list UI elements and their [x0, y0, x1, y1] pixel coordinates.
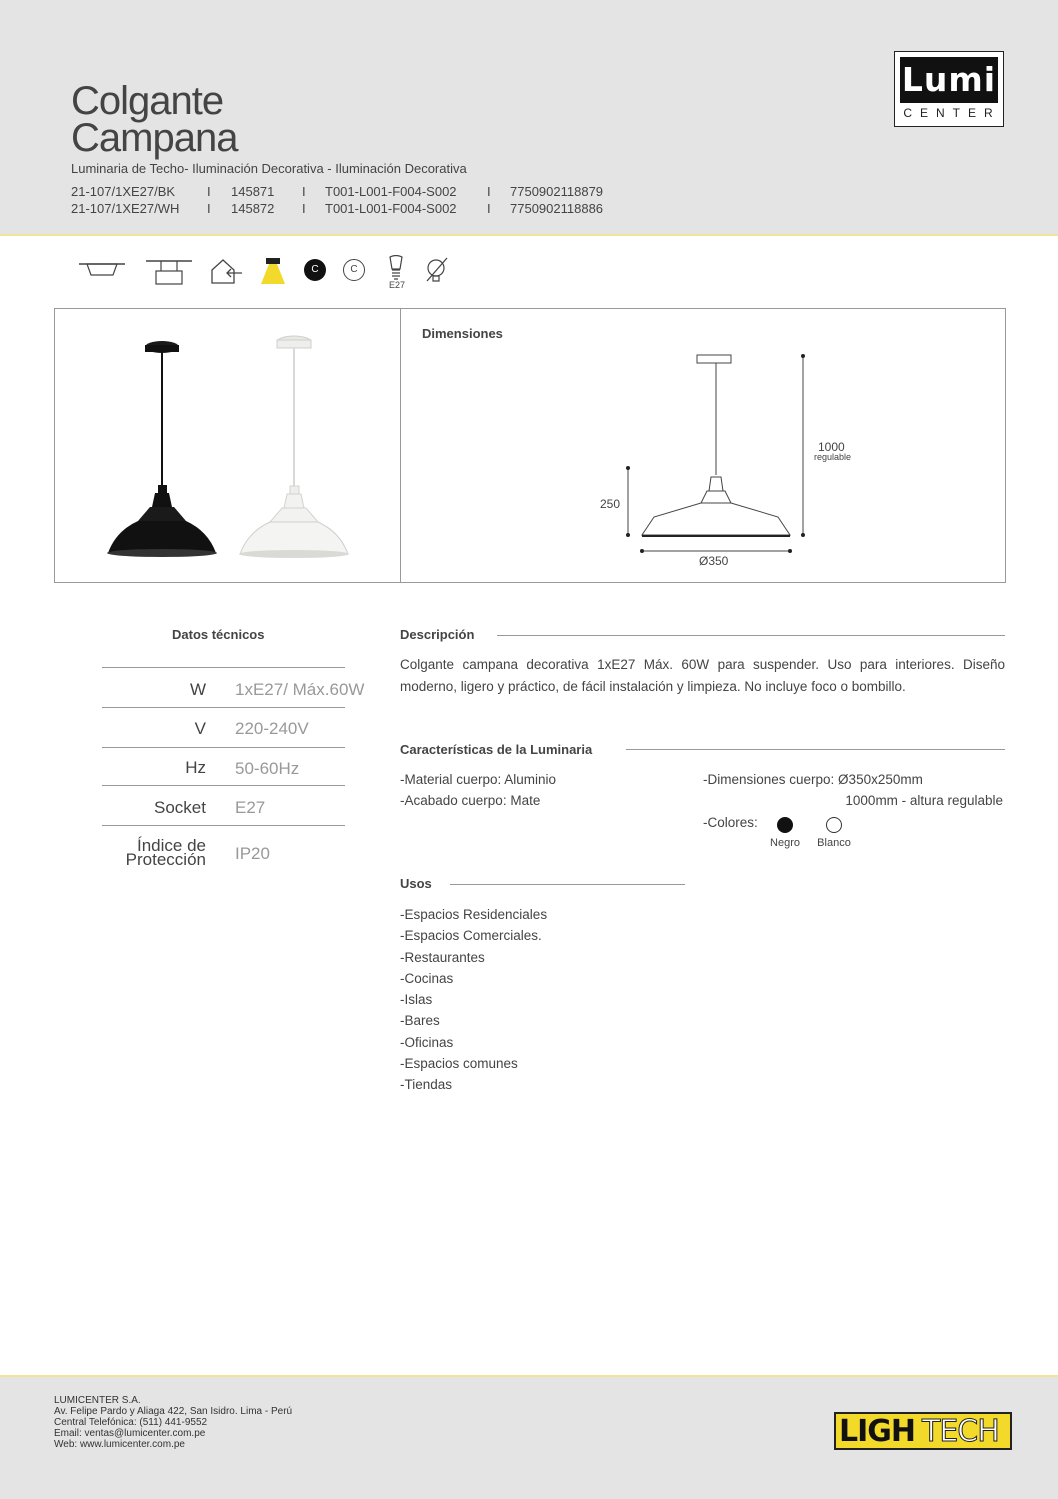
bulb-label: E27: [388, 280, 405, 290]
dim-height-label: 1000: [818, 440, 845, 454]
uses-list: [400, 904, 547, 1096]
white-lamp-image: [232, 330, 357, 565]
tech-label-v: V: [194, 719, 206, 738]
tech-value-hz: 50-60Hz: [235, 759, 300, 778]
list-item: -Bares: [400, 1013, 440, 1029]
lightech-logo: [834, 1412, 1012, 1450]
tech-label-hz: Hz: [185, 758, 206, 777]
tech-label-w: W: [189, 680, 206, 699]
tech-label-ip-line1: Índice de: [137, 836, 206, 855]
ref-code: T001-L001-F004-S002: [325, 184, 457, 199]
separator: I: [487, 184, 491, 199]
dimensions-title: Dimensiones: [422, 326, 503, 341]
box-divider: [400, 308, 401, 583]
char-finish: -Acabado cuerpo: Mate: [400, 793, 541, 808]
description-line1: Colgante campana decorativa 1xE27 Máx. 60W para suspender. Uso para interiores. Diseño: [400, 657, 1005, 672]
item-code: 145872: [231, 201, 275, 216]
tech-value-w: 1xE27/ Máx.60W: [235, 680, 365, 699]
light-beam-icon: [259, 256, 287, 286]
tech-divider: [102, 785, 345, 786]
tech-title: Datos técnicos: [172, 627, 265, 642]
logo-subtext: CENTER: [903, 106, 1001, 120]
product-title-line1: Colgante: [71, 79, 224, 123]
white-color-icon: C: [343, 259, 365, 281]
tech-divider: [102, 825, 345, 826]
uses-rule: [450, 884, 685, 885]
color-name-blanco: Blanco: [817, 837, 851, 849]
dim-diameter: Ø350: [699, 554, 729, 568]
dim-height-sub: regulable: [814, 452, 852, 462]
list-item: -Tiendas: [400, 1077, 453, 1093]
separator: I: [207, 184, 211, 199]
tech-value-socket: E27: [235, 798, 266, 817]
bulb-icon: [386, 255, 406, 281]
code-row: [0, 201, 700, 217]
list-item: -Islas: [400, 992, 433, 1008]
lightech-logo-light: LIGH: [839, 1414, 916, 1449]
description-rule: [497, 635, 1005, 636]
tech-label-ip-line2: Protección: [125, 850, 206, 869]
char-height: 1000mm - altura regulable: [845, 793, 1003, 808]
indoor-icon: [209, 256, 245, 286]
list-item: -Espacios Comerciales.: [400, 928, 542, 944]
lightech-logo-tech: TECH: [922, 1414, 999, 1449]
dim-shade-height: 250: [600, 497, 621, 511]
footer-email: Email: ventas@lumicenter.com.pe: [54, 1428, 206, 1439]
tech-value-ip: IP20: [235, 844, 270, 863]
suspended-icon: [144, 258, 194, 286]
separator: I: [207, 201, 211, 216]
product-title-line2: Campana: [71, 116, 238, 160]
tech-value-v: 220-240V: [235, 719, 309, 738]
black-color-icon: C: [304, 259, 326, 281]
footer-company: LUMICENTER S.A.: [54, 1395, 141, 1406]
characteristics-rule: [626, 749, 1005, 750]
no-dimmable-icon: [424, 256, 450, 284]
black-lamp-image: [100, 335, 225, 565]
recessed-icon: [77, 258, 127, 284]
color-swatch-negro: [777, 817, 793, 833]
char-colors-label: -Colores:: [703, 815, 758, 830]
list-item: -Cocinas: [400, 970, 454, 986]
tech-divider: [102, 747, 345, 748]
separator: I: [302, 201, 306, 216]
sku: 21-107/1XE27/WH: [71, 201, 180, 216]
char-dimensions: -Dimensiones cuerpo: Ø350x250mm: [703, 772, 923, 787]
ean-code: 7750902118886: [510, 201, 604, 216]
color-name-negro: Negro: [770, 837, 800, 849]
ref-code: T001-L001-F004-S002: [325, 201, 457, 216]
footer-contact: [54, 1395, 292, 1450]
separator: I: [487, 201, 491, 216]
list-item: -Espacios comunes: [400, 1056, 518, 1072]
list-item: -Espacios Residenciales: [400, 907, 548, 922]
tech-divider: [102, 667, 345, 668]
sku: 21-107/1XE27/BK: [71, 184, 176, 199]
ean-code: 7750902118879: [510, 184, 604, 199]
item-code: 145871: [231, 184, 275, 199]
color-swatch-blanco: [826, 817, 842, 833]
footer-address: Av. Felipe Pardo y Aliaga 422, San Isidro. Lima - Perú: [54, 1406, 293, 1417]
product-subtitle: Luminaria de Techo- Iluminación Decorativa - Iluminación Decorativa: [71, 161, 467, 176]
tech-label-socket: Socket: [154, 798, 206, 817]
uses-title: Usos: [400, 876, 432, 891]
char-material: -Material cuerpo: Aluminio: [400, 772, 557, 787]
logo-wordmark: Lumi: [900, 57, 998, 103]
code-row: [0, 184, 700, 200]
characteristics-title: Características de la Luminaria: [400, 742, 593, 757]
dimensions-diagram: [600, 345, 830, 560]
separator: I: [302, 184, 306, 199]
footer-web: Web: www.lumicenter.com.pe: [54, 1439, 185, 1450]
footer-phone: Central Telefónica: (511) 441-9552: [54, 1417, 208, 1428]
description-title: Descripción: [400, 627, 475, 642]
list-item: -Restaurantes: [400, 949, 485, 965]
description-line2: moderno, ligero y práctico, de fácil instalación y limpieza. No incluye foco o bombillo.: [400, 679, 906, 694]
lumicenter-logo: [894, 51, 1004, 127]
tech-divider: [102, 707, 345, 708]
list-item: -Oficinas: [400, 1034, 454, 1050]
